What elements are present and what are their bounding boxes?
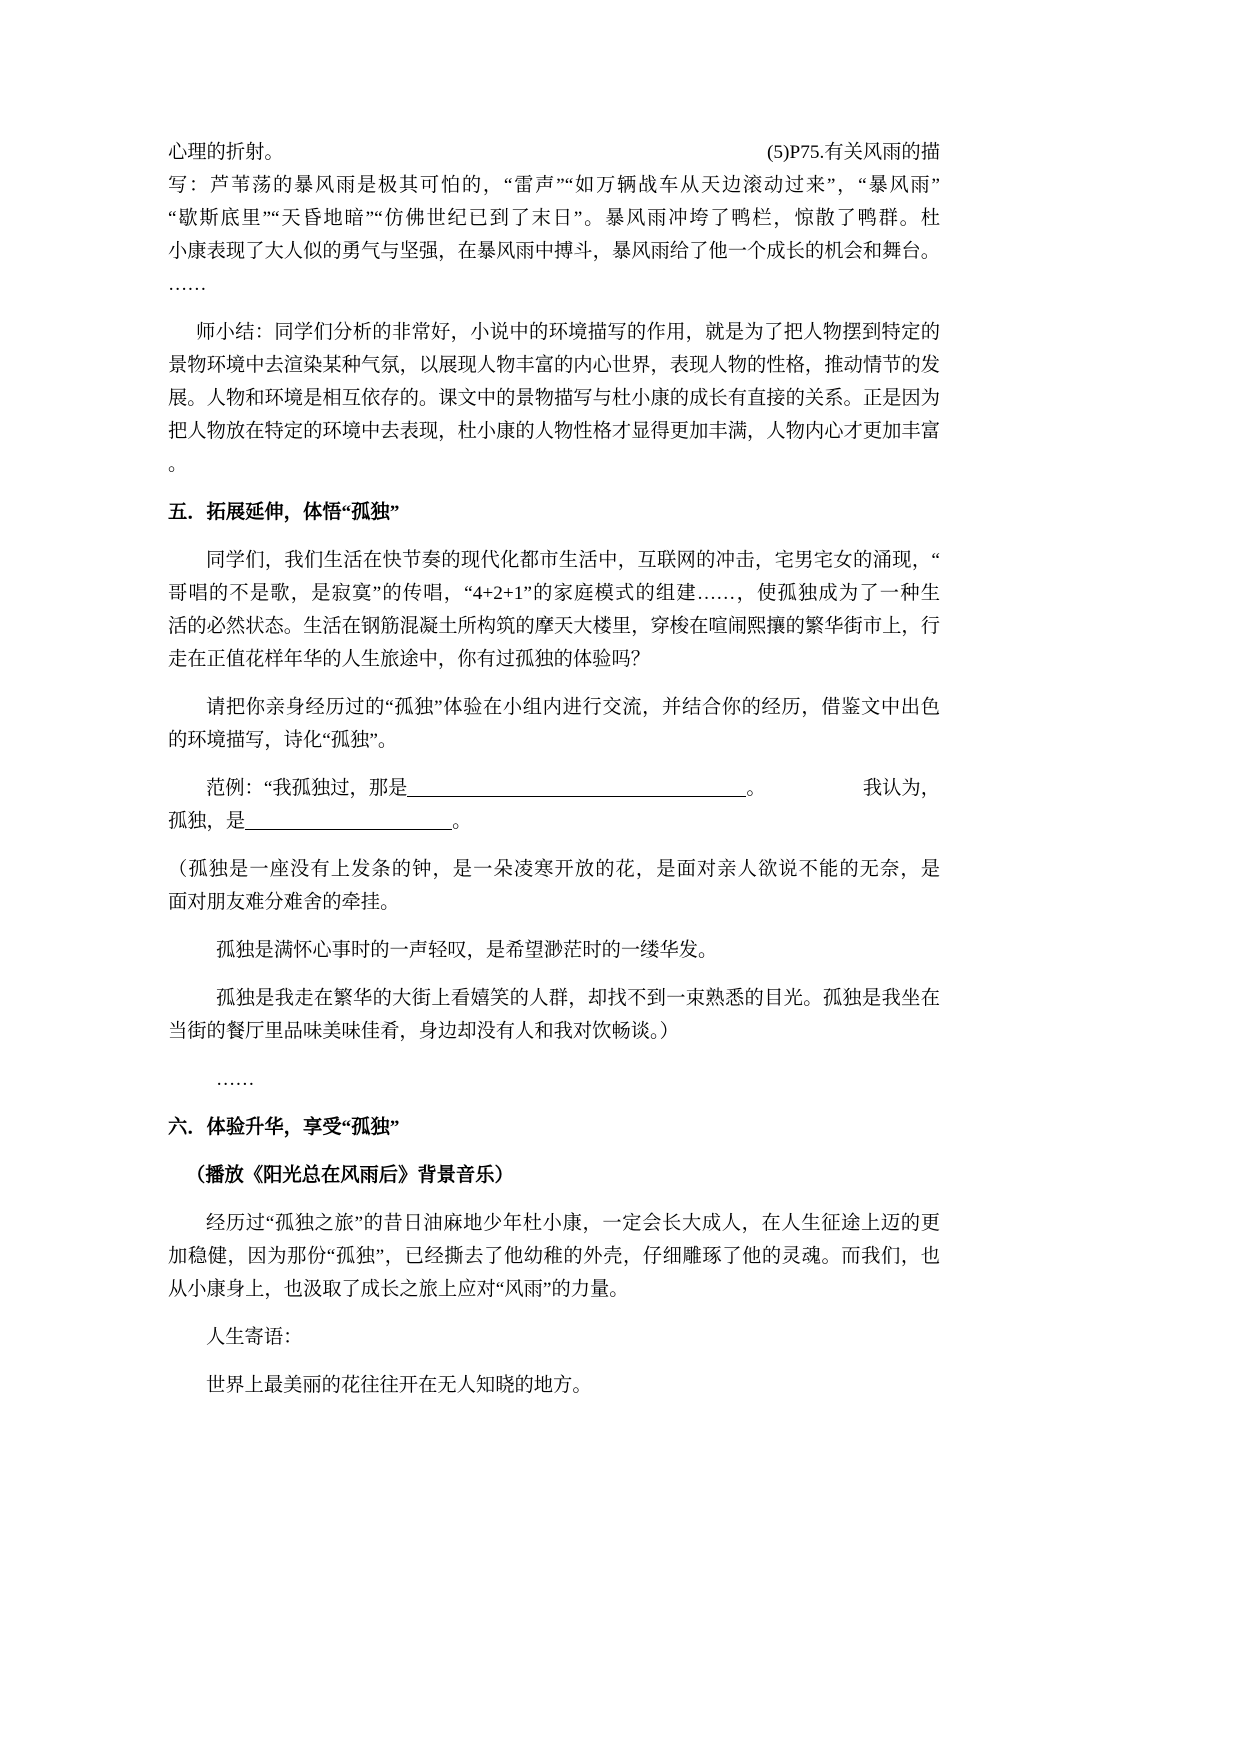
example-line (168, 805, 940, 838)
fill-in-blank (407, 778, 746, 797)
example-suffix: 我认为， (862, 777, 940, 799)
paragraph-line: 景物环境中去渲染某种气氛，以展现人物丰富的内心世界，表现人物的性格，推动情节的发 (168, 354, 940, 376)
paragraph-line: 请把你亲身经历过的“孤独”体验在小组内进行交流，并结合你的经历，借鉴文中出色 (206, 696, 940, 718)
sample-line: （孤独是一座没有上发条的钟，是一朵凌寒开放的花，是面对亲人欲说不能的无奈，是 (168, 858, 940, 880)
ellipsis-line: …… (168, 273, 207, 295)
paragraph-line: 走在正值花样年华的人生旅途中，你有过孤独的体验吗？ (168, 648, 651, 670)
example-prefix: 范例：“我孤独过，那是 (206, 777, 408, 799)
example-period: 。 (452, 810, 472, 832)
paragraph-line: 从小康身上，也汲取了成长之旅上应对“风雨”的力量。 (168, 1278, 629, 1300)
paragraph-line (168, 136, 940, 169)
section-heading: 五．拓展延伸，体悟“孤独” (168, 501, 400, 523)
paragraph-line: 。 (168, 453, 188, 475)
music-note: （播放《阳光总在风雨后》背景音乐） (186, 1164, 514, 1186)
paragraph-line: 写：芦苇荡的暴风雨是极其可怕的，“雷声”“如万辆战车从天边滚动过来”，“暴风雨” (168, 174, 940, 196)
paragraph-line: “歇斯底里”“天昏地暗”“仿佛世纪已到了末日”。暴风雨冲垮了鸭栏，惊散了鸭群。杜 (168, 207, 940, 229)
example-line (206, 772, 940, 805)
paragraph-line: 加稳健，因为那份“孤独”，已经撕去了他幼稚的外壳，仔细雕琢了他的灵魂。而我们，也 (168, 1245, 940, 1267)
fill-in-blank (245, 811, 452, 830)
sample-line: 当街的餐厅里品味美味佳肴，身边却没有人和我对饮畅谈。） (168, 1020, 679, 1042)
paragraph-line: 小康表现了大人似的勇气与坚强，在暴风雨中搏斗，暴风雨给了他一个成长的机会和舞台。 (168, 240, 940, 262)
paragraph-line: 哥唱的不是歌，是寂寞”的传唱，“4+2+1”的家庭模式的组建……，使孤独成为了一种生 (168, 582, 940, 604)
motto-label: 人生寄语： (206, 1326, 303, 1348)
paragraph-line: 经历过“孤独之旅”的昔日油麻地少年杜小康，一定会长大成人，在人生征途上迈的更 (206, 1212, 940, 1234)
paragraph-line: 师小结：同学们分析的非常好，小说中的环境描写的作用，就是为了把人物摆到特定的 (196, 321, 940, 343)
paragraph-line: 同学们，我们生活在快节奏的现代化都市生活中，互联网的冲击，宅男宅女的涌现，“ (206, 549, 940, 571)
section-heading: 六．体验升华，享受“孤独” (168, 1116, 400, 1138)
sample-line: 孤独是我走在繁华的大街上看嬉笑的人群，却找不到一束熟悉的目光。孤独是我坐在 (216, 987, 940, 1009)
motto-text: 世界上最美丽的花往往开在无人知晓的地方。 (206, 1374, 592, 1396)
example-prefix: 孤独，是 (168, 810, 246, 832)
line-text: 心理的折射。 (168, 141, 284, 163)
sample-line: 孤独是满怀心事时的一声轻叹，是希望渺茫时的一缕华发。 (216, 939, 718, 961)
line-text: (5)P75.有关风雨的描 (767, 141, 940, 163)
paragraph-line: 的环境描写，诗化“孤独”。 (168, 729, 398, 751)
paragraph-line: 活的必然状态。生活在钢筋混凝土所构筑的摩天大楼里，穿梭在喧闹熙攘的繁华街市上，行 (168, 615, 940, 637)
paragraph-line: 把人物放在特定的环境中去表现，杜小康的人物性格才显得更加丰满，人物内心才更加丰富 (168, 420, 940, 442)
paragraph-line: 展。人物和环境是相互依存的。课文中的景物描写与杜小康的成长有直接的关系。正是因为 (168, 387, 940, 409)
sample-line: 面对朋友难分难舍的牵挂。 (168, 891, 400, 913)
example-period: 。 (746, 777, 766, 799)
ellipsis-line: …… (216, 1068, 255, 1090)
